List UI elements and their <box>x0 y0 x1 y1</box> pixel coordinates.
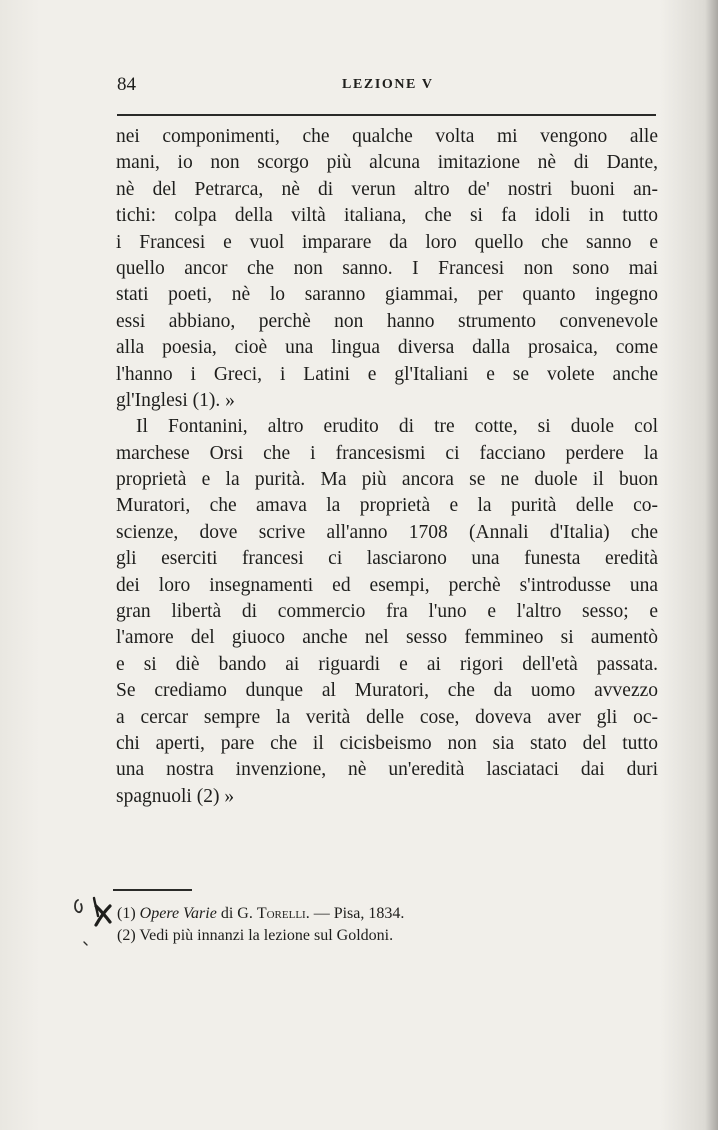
footnote-1-marker: (1) <box>117 905 136 922</box>
text-line: tichi: colpa della viltà italiana, che si fa idoli in tutto <box>116 205 658 227</box>
text-line: scienze, dove scrive all'anno 1708 (Annali d'Italia) che <box>116 521 658 543</box>
page-number: 84 <box>117 74 136 95</box>
footnotes <box>117 903 657 947</box>
running-title: LEZIONE V <box>342 77 434 92</box>
footnote-1-connector: di G. <box>220 905 253 922</box>
text-line: Il Fontanini, altro erudito di tre cotte, si duole col <box>136 416 658 438</box>
text-line: mani, io non scorgo più alcuna imitazione nè di Dante, <box>116 152 658 174</box>
text-line: quello ancor che non sanno. I Francesi non sono mai <box>116 257 658 279</box>
text-line: l'amore del giuoco anche nel sesso femmineo si aumentò <box>116 627 658 649</box>
header-rule <box>117 114 656 116</box>
footnote-1-author: Torelli. <box>256 905 310 922</box>
footnote-2: (2) Vedi più innanzi la lezione sul Goldoni. <box>117 927 394 944</box>
text-line: essi abbiano, perchè non hanno strumento convenevole <box>116 310 658 332</box>
text-line: Se crediamo dunque al Muratori, che da uomo avvezzo <box>116 680 658 702</box>
footnote-1-rest: — Pisa, 1834. <box>313 905 405 922</box>
text-line: Muratori, che amava la proprietà e la purità delle co- <box>116 495 658 517</box>
footnote-1-title: Opere Varie <box>139 905 217 922</box>
text-line: stati poeti, nè lo saranno giammai, per quanto ingegno <box>116 284 658 306</box>
text-line: i Francesi e vuol imparare da loro quello che sanno e <box>116 231 658 253</box>
text-line: alla poesia, cioè una lingua diversa dalla prosaica, come <box>116 337 658 359</box>
footnote-1 <box>117 903 657 925</box>
footnote-rule <box>113 889 192 891</box>
text-line: gli eserciti francesi ci lasciarono una funesta eredità <box>116 548 658 570</box>
text-line: proprietà e la purità. Ma più ancora se ne duole il buon <box>116 469 658 491</box>
text-line: nè del Petrarca, nè di verun altro de' nostri buoni an- <box>116 178 658 200</box>
text-line: gran libertà di commercio fra l'uno e l'altro sesso; e <box>116 601 658 623</box>
text-line: dei loro insegnamenti ed esempi, perchè s'introdusse una <box>116 574 658 596</box>
text-line: chi aperti, pare che il cicisbeismo non sia stato del tutto <box>116 732 658 754</box>
text-line: spagnuoli (2) » <box>116 785 235 807</box>
text-line: gl'Inglesi (1). » <box>116 389 235 411</box>
text-line: e si diè bando ai riguardi e ai rigori dell'età passata. <box>116 653 658 675</box>
page-header <box>117 74 657 102</box>
body-text <box>116 124 658 810</box>
text-line: nei componimenti, che qualche volta mi vengono alle <box>116 126 658 147</box>
text-line: una nostra invenzione, nè un'eredità lasciataci dai duri <box>116 759 658 781</box>
text-line: marchese Orsi che i francesismi ci facciano perdere la <box>116 442 658 464</box>
text-line: l'hanno i Greci, i Latini e gl'Italiani e se volete anche <box>116 363 658 385</box>
text-line: a cercar sempre la verità delle cose, doveva aver gli oc- <box>116 706 658 728</box>
